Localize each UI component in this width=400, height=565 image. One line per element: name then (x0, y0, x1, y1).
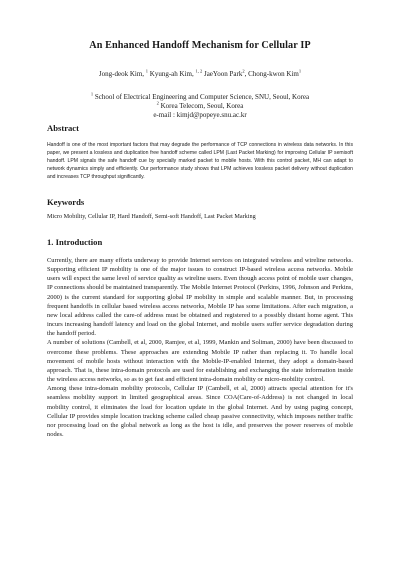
author-affiliation-mark: 1 (145, 68, 149, 74)
abstract-text: Handoff is one of the most important factors that may degrade the performance of TCP connections in wireless data networks. In this paper, we present a lossless and duplication free handoff scheme called LPM (Last Packet Marking) for improving Cellular IP semisoft handoff. LPM signals the safe handoff cue by specially marked packet to mobile hosts. With this control packet, MH can adapt to network dynamics simply and efficiently. Our performance study shows that LPM achieves lossless packet delivery without duplication and increases TCP throughput significantly. (47, 142, 353, 180)
affiliation-line (0, 93, 400, 102)
keywords-text: Micro Mobility, Cellular IP, Hard Handoff, Semi-soft Handoff, Last Packet Marking (47, 213, 256, 220)
introduction-body (47, 256, 353, 439)
affiliation-line (0, 102, 400, 111)
introduction-paragraph: A number of solutions (Cambell, et al, 2000, Ramjee, et al, 1999, Mankin and Soliman, 2000) have been discussed to overcome these problems. These approaches are extending Mobile IP rather than replacing it. To handle local movement of mobile hosts without interaction with the Mobile-IP-enabled Internet, they adopt a domain-based approach. That is, these intra-domain protocols are used for establishing and exchanging the state information inside the wireless access networks, so as to get fast and efficient intra-domain mobility or micro-mobility control. (47, 339, 353, 384)
paper-title: An Enhanced Handoff Mechanism for Cellular IP (89, 40, 311, 51)
introduction-paragraph: Among these intra-domain mobility protocols, Cellular IP (Cambell, et al, 2000) attracts special attention for it's seamless mobility support in limited geographical areas. Since COA(Care-of-Address) is not changed in local mobility control, it eliminates the load for location update in the global Internet. And by using paging concept, Cellular IP provides simple location tracking scheme called cheap passive connectivity, which imposes neither traffic nor processing load on the global network as long as the host is idle, and preserves the power reserves of mobile nodes. (47, 385, 353, 438)
author-name: Kyung-ah Kim, (149, 70, 194, 78)
author-affiliation-mark: 1, 2 (195, 68, 203, 74)
affiliation-text: Korea Telecom, Seoul, Korea (160, 102, 244, 110)
author-affiliation-mark: 2 (242, 68, 245, 74)
affiliation-mark: 2 (156, 100, 159, 106)
author-name: , Chong-kwon Kim (244, 70, 299, 78)
author-affiliation-mark: 1 (298, 68, 302, 74)
introduction-heading: 1. Introduction (47, 237, 103, 247)
author-list (0, 70, 400, 78)
author-name: JaeYoon Park (203, 70, 243, 78)
author-name: Jong-deok Kim, (98, 70, 145, 78)
affiliation-text: School of Electrical Engineering and Computer Science, SNU, Seoul, Korea (94, 93, 310, 101)
affiliation-mark: 1 (90, 91, 94, 97)
keywords-heading: Keywords (47, 197, 85, 207)
introduction-paragraph: Currently, there are many efforts underway to provide Internet services on integrated wireless and wireline networks. Supporting efficient IP mobility is one of the major issues to construct IP-based wireless access networks. Mobile users will expect the same level of service quality as wireline users. Even though access point of mobile user changes, IP connections should be maintained transparently. The Mobile Internet Protocol (Perkins, 1996, Johnson and Perkins, 2000) is the current standard for supporting global IP mobility in simple and scalable manner. But, in processing frequent handoffs in cellular based wireless access networks, Mobile IP has some limitations. After each migration, a new local address called the care-of address must be obtained and registered to a possibly distant home agent. This incurs increasing handoff latency and load on the global Internet, and mobile users suffer service degradation during the handoff period. (47, 257, 353, 338)
author-email: e-mail : kimjd@popeye.snu.ac.kr (153, 111, 247, 119)
abstract-heading: Abstract (47, 123, 79, 133)
